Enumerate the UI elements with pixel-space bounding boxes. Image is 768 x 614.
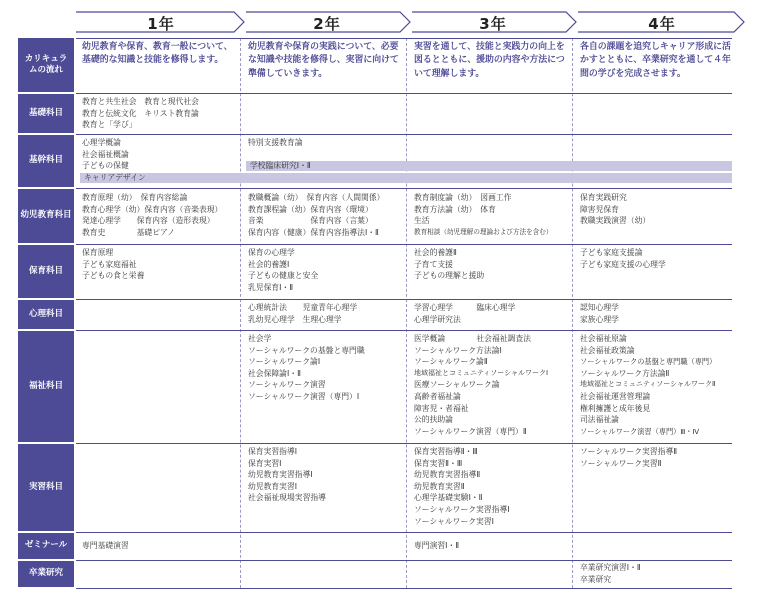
course-item: 保育原理 xyxy=(82,248,114,257)
course-item: 幼児教育実習Ⅰ xyxy=(248,481,298,491)
course-item: 障害児・者福祉 xyxy=(414,403,469,413)
intro-year-2: 幼児教育や保育の実践について、必要な知識や技能を修得し、実習に向けて準備していきます。 xyxy=(248,42,399,79)
course-item: 生活 xyxy=(414,216,430,226)
row-label-yoji xyxy=(18,189,74,243)
row-label-fukushi xyxy=(18,331,74,442)
row-label-kikan xyxy=(18,135,74,187)
row-label-jisshu xyxy=(18,444,74,531)
row-label-text: カリキュラムの流れ xyxy=(24,53,68,75)
row-label-text: 基礎科目 xyxy=(28,107,63,118)
row-label-text: 卒業研究 xyxy=(28,568,63,579)
hoiku-y3 xyxy=(414,247,570,282)
course-item: 司法福祉論 xyxy=(580,415,619,425)
course-item: 教育方法論（幼） 体育 xyxy=(414,204,496,214)
shinri-y4 xyxy=(580,302,736,325)
course-item: 社会学 xyxy=(248,334,272,343)
course-item: 子育て支援 xyxy=(414,259,453,269)
yoji-y1 xyxy=(82,192,238,238)
year-header-3 xyxy=(408,8,578,36)
course-item: 子ども家庭支援の心理学 xyxy=(580,259,666,269)
row-label-text: 保育科目 xyxy=(28,265,63,276)
course-item: 教職概論（幼） 保育内容（人間関係） xyxy=(248,193,385,202)
row-label-text: 心理科目 xyxy=(28,308,63,319)
course-item: 教育課程論（幼）保育内容（環境） xyxy=(248,204,373,214)
course-item: 教育と「学び」 xyxy=(82,120,137,130)
row-divider xyxy=(76,299,732,300)
row-label-seminar xyxy=(18,533,74,559)
jisshu-y2 xyxy=(248,446,404,504)
course-item: 教育史 基礎ピアノ xyxy=(82,227,175,237)
course-item: ソーシャルワーク演習 xyxy=(248,380,326,390)
course-item: 社会福祉政策論 xyxy=(580,345,635,355)
course-item: 保育内容（健康）保育内容指導法Ⅰ・Ⅱ xyxy=(248,227,379,237)
course-item: 保育実践研究 xyxy=(580,193,627,202)
course-item: 医療ソーシャルワーク論 xyxy=(414,380,500,390)
course-item: 子ども家庭支援論 xyxy=(580,248,643,257)
row-label-shinri xyxy=(18,300,74,329)
course-item: ソーシャルワークの基盤と専門職（専門） xyxy=(580,357,717,367)
course-item: 教育原理（幼） 保育内容総論 xyxy=(82,193,188,202)
yoji-y4 xyxy=(580,192,736,227)
yoji-y2 xyxy=(248,192,404,238)
shinri-y3 xyxy=(414,302,570,325)
row-label-hoiku xyxy=(18,245,74,298)
hoiku-y2 xyxy=(248,247,404,293)
course-item: 音楽 保育内容（言葉） xyxy=(248,216,373,226)
course-item: 公的扶助論 xyxy=(414,415,453,425)
hoiku-y4 xyxy=(580,247,736,270)
course-item: 社会福祉原論 xyxy=(580,334,627,343)
intro-year-4: 各自の課題を追究しキャリア形成に活かすとともに、卒業研究を通して４年間の学びを完成させます。 xyxy=(580,42,731,79)
course-item: 障害児保育 xyxy=(580,204,619,214)
course-item: 教育心理学（幼）保育内容（音楽表現） xyxy=(82,204,223,214)
jisshu-y4 xyxy=(580,446,736,469)
row-label-text: 福祉科目 xyxy=(28,380,63,391)
shinri-y2 xyxy=(248,302,404,325)
col-divider-2 xyxy=(406,38,407,588)
course-item: 子ども家庭福祉 xyxy=(82,259,137,269)
seminar-y1 xyxy=(82,540,238,552)
course-item: 社会福祉運営管理論 xyxy=(580,391,651,401)
course-item: 心理学研究法 xyxy=(414,314,461,324)
row-divider xyxy=(76,38,732,39)
year-label-4: 4年 xyxy=(648,15,676,33)
course-item: 教育と伝統文化 キリスト教育論 xyxy=(82,108,199,118)
course-item: ソーシャルワーク方法論Ⅰ xyxy=(414,345,502,355)
course-item: 幼児教育実習指導Ⅱ xyxy=(414,470,481,480)
course-item: 社会福祉概論 xyxy=(82,149,129,159)
course-item: ソーシャルワーク演習（専門）Ⅱ xyxy=(414,426,527,436)
row-label-text: 基幹科目 xyxy=(28,155,63,166)
course-item: 教育制度論（幼） 図画工作 xyxy=(414,193,512,202)
course-item: 教育と共生社会 教育と現代社会 xyxy=(82,97,199,106)
course-item: 認知心理学 xyxy=(580,303,619,312)
course-item: 卒業研究演習Ⅰ・Ⅱ xyxy=(580,563,641,572)
course-item: ソーシャルワーク演習（専門）Ⅰ xyxy=(248,391,360,401)
course-item: 心理学基礎実験Ⅰ・Ⅱ xyxy=(414,493,483,503)
fukushi-y4 xyxy=(580,333,736,437)
course-item: 社会的養護Ⅰ xyxy=(248,259,290,269)
row-divider xyxy=(76,330,732,331)
course-item: 家族心理学 xyxy=(580,314,619,324)
row-label-text: 実習科目 xyxy=(28,481,63,492)
course-item: ソーシャルワーク実習指導Ⅰ xyxy=(414,504,510,514)
course-item: 社会的養護Ⅱ xyxy=(414,248,457,257)
course-item: ソーシャルワーク実習Ⅱ xyxy=(580,458,662,468)
row-label-curriculum xyxy=(18,38,74,92)
course-item: 保育の心理学 xyxy=(248,248,295,257)
year-label-1: 1年 xyxy=(147,15,175,33)
course-item: 社会保障論Ⅰ・Ⅱ xyxy=(248,368,301,378)
course-bar-rinsho: 学校臨床研究Ⅰ・Ⅱ xyxy=(246,161,732,171)
course-item: 専門基礎演習 xyxy=(82,541,129,550)
course-item: ソーシャルワーク実習Ⅰ xyxy=(414,516,494,526)
course-item: 子どもの食と栄養 xyxy=(82,271,145,281)
row-label-kiso xyxy=(18,94,74,133)
course-item: 子どもの保健 xyxy=(82,161,129,171)
seminar-y3 xyxy=(414,540,570,552)
course-item: 保育実習指導Ⅱ・Ⅲ xyxy=(414,447,478,456)
sotsugyo-y4 xyxy=(580,562,736,585)
course-item: 乳幼児心理学 生理心理学 xyxy=(248,314,342,324)
course-item: 社会福祉現場実習指導 xyxy=(248,493,326,503)
course-item: ソーシャルワーク方法論Ⅱ xyxy=(580,368,670,378)
course-item: ソーシャルワーク演習（専門）Ⅲ・Ⅳ xyxy=(580,426,700,436)
yoji-y3 xyxy=(414,192,570,238)
row-label-sotsugyo xyxy=(18,561,74,587)
kikan-y2 xyxy=(248,137,404,149)
fukushi-y2 xyxy=(248,333,404,403)
year-label-3: 3年 xyxy=(479,15,507,33)
course-item: 子どもの健康と安全 xyxy=(248,271,319,281)
course-item: 保育実習Ⅰ xyxy=(248,458,282,468)
row-divider xyxy=(76,588,732,589)
intro-year-3: 実習を通して、技能と実践力の向上を図るとともに、援助の内容や方法について理解します。 xyxy=(414,42,565,79)
course-item: 地域福祉とコミュニティソーシャルワークⅡ xyxy=(580,380,716,389)
course-item: ソーシャルワークの基盤と専門職 xyxy=(248,345,365,355)
course-item: 特別支援教育論 xyxy=(248,138,303,147)
fukushi-y3 xyxy=(414,333,570,437)
course-item: 発達心理学 保育内容（造形表現） xyxy=(82,216,215,226)
course-item: 保育実習Ⅱ・Ⅲ xyxy=(414,458,463,468)
row-label-text: 幼児教育科目 xyxy=(20,210,72,221)
course-item: 学習心理学 臨床心理学 xyxy=(414,303,516,312)
course-item: ソーシャルワーク実習指導Ⅱ xyxy=(580,447,678,456)
row-label-text: ゼミナール xyxy=(24,540,68,551)
kiso-y1 xyxy=(82,96,238,131)
course-item: 心理学概論 xyxy=(82,138,121,147)
course-item: 教職実践演習（幼） xyxy=(580,216,651,226)
course-item: ソーシャルワーク論Ⅱ xyxy=(414,357,488,367)
course-item: 保育実習指導Ⅰ xyxy=(248,447,298,456)
course-item: ソーシャルワーク論Ⅰ xyxy=(248,357,321,367)
col-divider-1 xyxy=(240,38,241,588)
jisshu-y3 xyxy=(414,446,570,527)
course-item: 乳児保育Ⅰ・Ⅱ xyxy=(248,282,294,292)
row-divider xyxy=(76,134,732,135)
row-divider xyxy=(76,188,732,189)
kikan-y1 xyxy=(82,137,238,172)
course-item: 幼児教育実習Ⅱ xyxy=(414,481,465,491)
course-item: 子どもの理解と援助 xyxy=(414,271,485,281)
course-item: 教育相談（幼児理解の理論および方法を含む） xyxy=(414,227,553,236)
course-item: 専門演習Ⅰ・Ⅱ xyxy=(414,541,460,550)
course-item: 医学概論 社会福祉調査法 xyxy=(414,334,531,343)
year-header-4 xyxy=(574,8,750,36)
course-item: 権利擁護と成年後見 xyxy=(580,403,651,413)
row-divider xyxy=(76,93,732,94)
hoiku-y1 xyxy=(82,247,238,282)
row-divider xyxy=(76,244,732,245)
course-item: 幼児教育実習指導Ⅰ xyxy=(248,470,313,480)
course-item: 心理統計法 児童青年心理学 xyxy=(248,303,358,312)
year-label-2: 2年 xyxy=(313,15,341,33)
course-item: 卒業研究 xyxy=(580,574,612,584)
col-divider-3 xyxy=(572,38,573,588)
row-divider xyxy=(76,532,732,533)
year-header-1 xyxy=(76,8,246,36)
year-header-2 xyxy=(242,8,412,36)
intro-year-1: 幼児教育や保育、教育一般について、基礎的な知識と技能を修得します。 xyxy=(82,42,233,66)
row-divider xyxy=(76,443,732,444)
course-item: 地域福祉とコミュニティソーシャルワークⅠ xyxy=(414,368,549,377)
course-item: 高齢者福祉論 xyxy=(414,391,461,401)
course-bar-career: キャリアデザイン xyxy=(80,173,732,183)
